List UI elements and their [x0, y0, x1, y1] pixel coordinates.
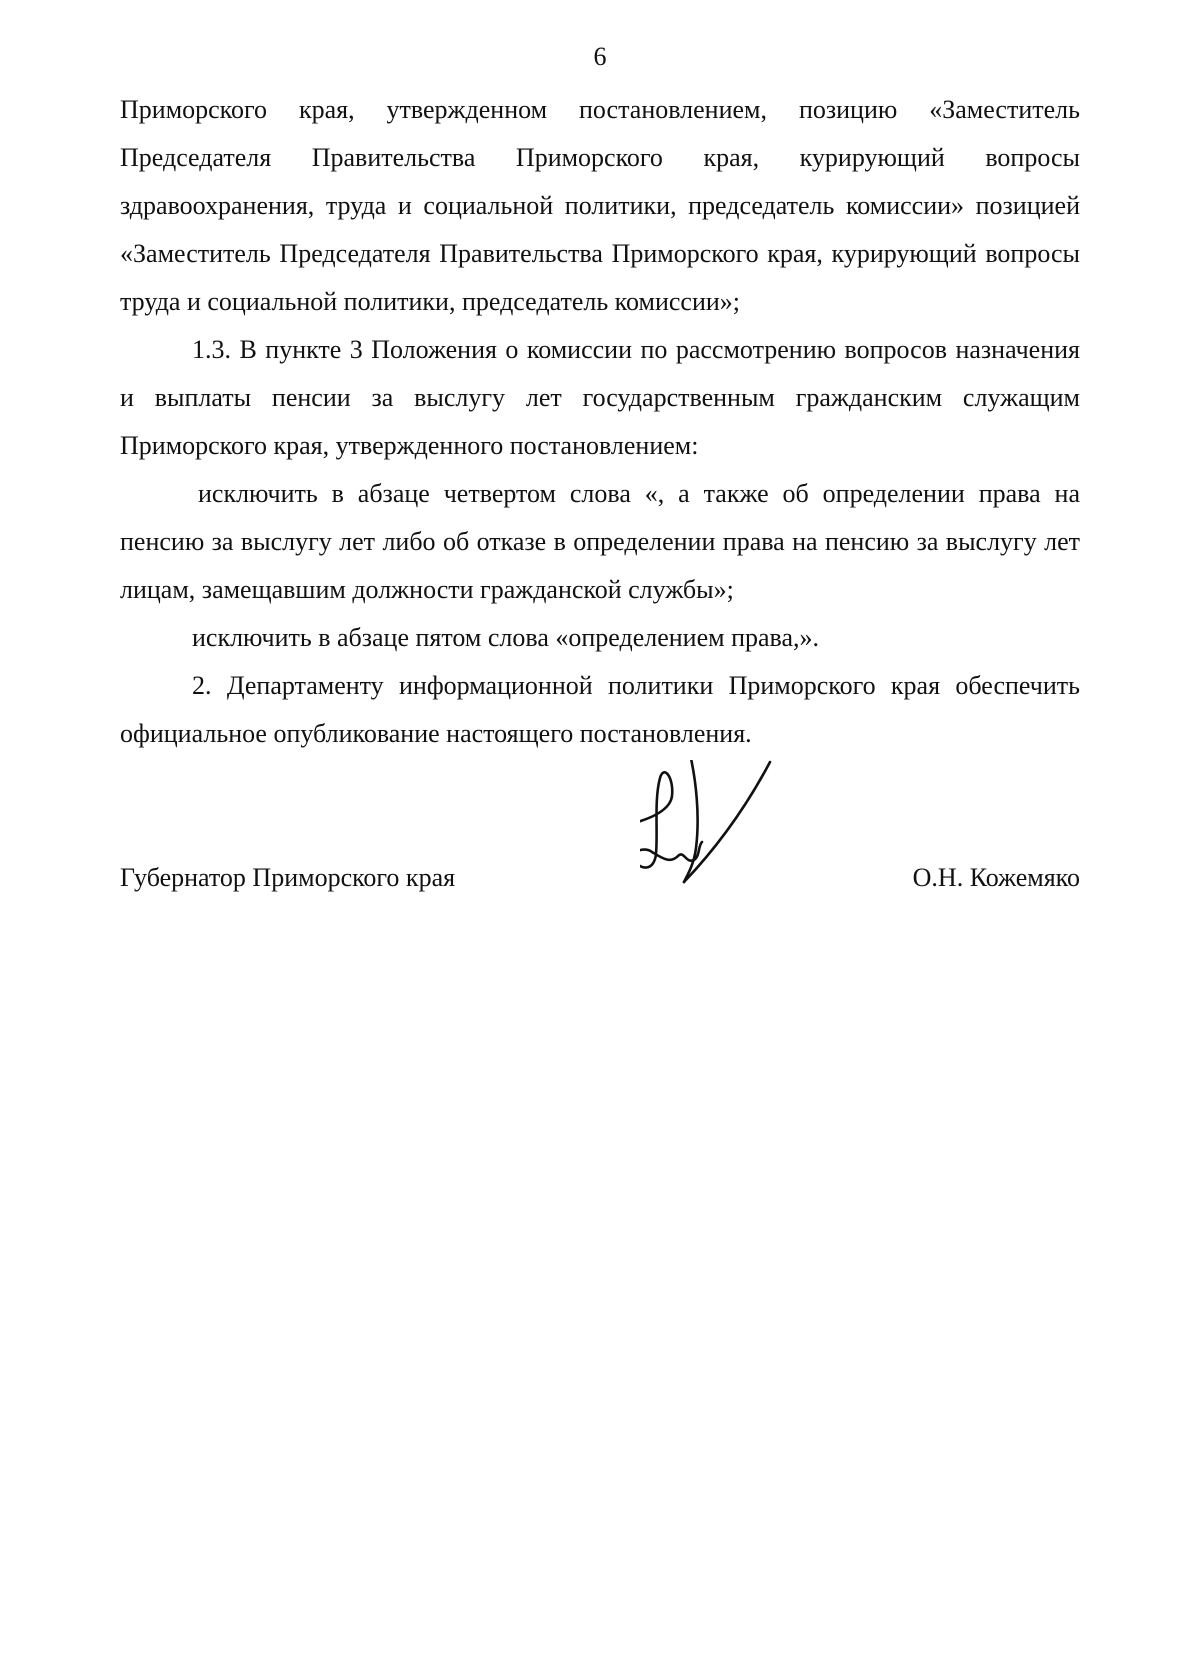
signatory-position: Губернатор Приморского края [120, 863, 456, 892]
handwritten-signature [640, 760, 820, 940]
page-number: 6 [593, 42, 607, 71]
paragraph-exclude-fourth: исключить в абзаце четвертом слова «, а также об определении права на пенсию за выслугу лет либо об отказе в определении права на пенсию за выслугу лет лицам, замещавшим должности гражданской службы»; [120, 479, 1080, 604]
paragraph-continuation: Приморского края, утвержденном постановлением, позицию «Заместитель Председателя Правительства Приморского края, курирующий вопросы здравоохранения, труда и социальной политики, председатель комиссии» позицией «Заместитель Председателя Правительства Приморского края, курирующий вопросы труда и социальной политики, председатель комиссии»; [120, 95, 1080, 316]
paragraph-item-2: 2. Департаменту информационной политики Приморского края обеспечить официальное опубликование настоящего постановления. [120, 671, 1080, 748]
paragraph-exclude-fifth: исключить в абзаце пятом слова «определением права,». [192, 623, 819, 652]
signature-block [120, 858, 1080, 898]
signature-stroke-main [640, 772, 702, 867]
document-body [120, 86, 1080, 758]
paragraph-item-1-3: 1.3. В пункте 3 Положения о комиссии по рассмотрению вопросов назначения и выплаты пенсии за выслугу лет государственным гражданским служащим Приморского края, утвержденного постановлением: [120, 335, 1080, 460]
signatory-name: О.Н. Кожемяко [912, 863, 1080, 892]
